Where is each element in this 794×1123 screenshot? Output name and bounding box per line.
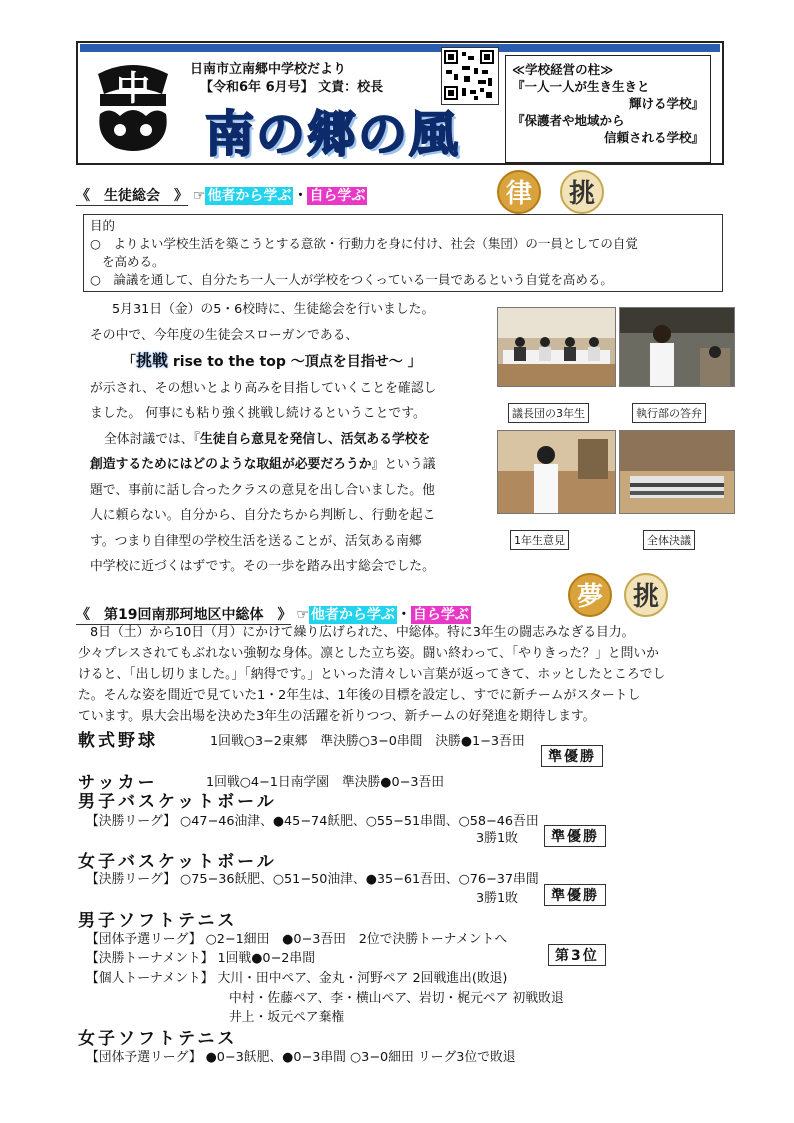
pillar-2a: 『保護者や地域から xyxy=(512,113,625,128)
pointer-icon: ☞ xyxy=(296,607,309,623)
girls-basketball-results: 【決勝リーグ】 ○75−36飫肥、○51−50油津、●35−61吾田、○76−37串間 xyxy=(86,872,539,887)
caption-first-year-opinion: 1年生意見 xyxy=(510,530,569,550)
newsletter-title: 南の郷の風 xyxy=(205,106,461,163)
article-line: ました。 何事にも粘り強く挑戦し続けるということです。 xyxy=(90,406,426,421)
girls-basketball-record: 3勝1敗 xyxy=(476,891,518,906)
purpose-box xyxy=(83,214,723,292)
pointer-icon: ☞ xyxy=(192,188,206,204)
photo-general-resolution xyxy=(619,430,735,514)
caption-chair-students: 議長団の3年生 xyxy=(508,403,589,423)
article-line: その中で、今年度の生徒会スローガンである、 xyxy=(90,327,359,343)
article-line xyxy=(90,452,490,478)
slogan-keyword: 挑戦 xyxy=(136,351,169,370)
caption-general-resolution: 全体決議 xyxy=(643,530,695,550)
award-badge-boys-tennis: 第3位 xyxy=(548,944,606,966)
baseball-results: 1回戦○3−2東郷 準決勝○3−0串間 決勝●1−3吾田 xyxy=(210,734,525,749)
student-council-slogan xyxy=(90,348,490,376)
tag-learn-from-others: 他者から学ぶ xyxy=(310,607,395,623)
award-badge-boys-basketball: 準優勝 xyxy=(544,825,606,847)
sports-intro xyxy=(78,622,728,727)
section-title: 《 生徒総会 》 xyxy=(76,188,188,204)
article-line xyxy=(90,427,490,453)
purpose-item-1-cont: を高める。 xyxy=(102,254,165,269)
purpose-item-1: ○ よりよい学校生活を築こうとする意欲・行動力を身に付け、社会（集団）の一員としての自覚 xyxy=(90,236,638,251)
article-line: す。つまり自律型の学校生活を送ることが、活気ある南郷 xyxy=(90,533,422,549)
boys-tennis-individual: 【個人トーナメント】 大川・田中ペア、金丸・河野ペア 2回戦進出(敗退) xyxy=(86,971,508,986)
pillar-1a: 『一人一人が生き生きと xyxy=(512,79,650,94)
tag-self-learning: 自ら学ぶ xyxy=(412,607,469,623)
badge-ritsu-icon: 律 xyxy=(497,170,541,214)
badge-yume-icon: 夢 xyxy=(568,573,612,617)
boys-tennis-individual-cont: 中村・佐藤ペア、李・横山ペア、岩切・梶元ペア 初戦敗退 xyxy=(229,991,564,1006)
sport-soccer: サッカー xyxy=(78,773,158,793)
article-line: 題で、事前に話し合ったクラスの意見を出し合いました。他 xyxy=(90,482,435,498)
slogan-rest: rise to the top ～頂点を目指せ～ 」 xyxy=(168,354,422,370)
sport-baseball: 軟式野球 xyxy=(78,731,158,751)
photo-chair-students xyxy=(497,307,616,387)
badge-idomu-icon: 挑 xyxy=(624,573,668,617)
section-title: 《 第19回南那珂地区中総体 》 xyxy=(76,607,292,623)
boys-tennis-individual-withdraw: 井上・坂元ペア棄権 xyxy=(229,1010,345,1025)
girls-tennis-team-league: 【団体予選リーグ】 ●0−3飫肥、●0−3串間 ○3−0細田 リーグ3位で敗退 xyxy=(86,1050,516,1065)
school-logo xyxy=(90,56,176,154)
tag-separator: ・ xyxy=(293,188,308,204)
photo-executive-answer xyxy=(619,307,735,387)
purpose-label: 目的 xyxy=(90,218,116,233)
assembly-article xyxy=(90,297,490,580)
tag-self-learning: 自ら学ぶ xyxy=(309,188,366,204)
caption-executive-answer: 執行部の答弁 xyxy=(632,403,706,423)
boys-basketball-results: 【決勝リーグ】 ○47−46油津、●45−74飫肥、○55−51串間、○58−46吾田 xyxy=(86,814,539,829)
sport-boys-soft-tennis: 男子ソフトテニス xyxy=(78,911,238,931)
article-fragment: 』という議 xyxy=(371,457,436,472)
article-line: 中学校に近づくはずです。その一歩を踏み出す総会でした。 xyxy=(90,559,435,574)
tag-separator: ・ xyxy=(396,607,411,623)
issue-info: 【令和6年 6月号】 文責：校長 xyxy=(200,80,384,95)
discussion-topic-cont: 創造するためにはどのような取組が必要だろうか xyxy=(90,457,372,472)
boys-tennis-team-league: 【団体予選リーグ】 ○2−1細田 ●0−3吾田 2位で決勝トーナメントへ xyxy=(86,932,508,947)
pillar-1b: 輝ける学校』 xyxy=(628,96,704,111)
boys-tennis-tournament: 【決勝トーナメント】 1回戦●0−2串間 xyxy=(86,951,316,966)
purpose-item-2: ○ 論議を通して、自分たち一人一人が学校をつくっている一員であるという自覚を高める。 xyxy=(90,272,613,287)
boys-basketball-record: 3勝1敗 xyxy=(476,831,518,846)
intro-line: た。そんな姿を間近で見ていた1・2年生は、1年後の目標を設定し、すでに新チームがスタートし xyxy=(78,688,641,703)
school-pillars-box xyxy=(505,55,711,163)
award-badge-baseball: 準優勝 xyxy=(541,745,603,767)
pillars-heading: ≪学校経営の柱≫ xyxy=(512,62,614,77)
logo-glyph: 中 xyxy=(116,69,150,109)
intro-line: けると、「出し切りました。」「納得です。」といった清々しい言葉が返ってきて、ホッとしたところでし xyxy=(78,667,666,682)
sport-girls-basketball: 女子バスケットボール xyxy=(78,852,277,872)
section-heading-sports-meet xyxy=(76,604,471,624)
soccer-results: 1回戦○4−1日南学園 準決勝●0−3吾田 xyxy=(206,775,445,790)
tag-learn-from-others: 他者から学ぶ xyxy=(207,188,292,204)
article-fragment: 全体討議では、『 xyxy=(104,431,200,447)
masthead-top-rule xyxy=(80,44,720,52)
section-heading-student-assembly xyxy=(76,185,367,205)
article-line: 5月31日（金）の5・6校時に、生徒総会を行いました。 xyxy=(112,302,435,317)
pillar-2b: 信頼される学校』 xyxy=(603,130,704,145)
slogan-open: 「 xyxy=(122,354,136,370)
award-badge-girls-basketball: 準優勝 xyxy=(544,884,606,906)
discussion-topic: 生徒自ら意見を発信し、活気ある学校を xyxy=(199,431,431,447)
intro-line: 少々プレスされてもぶれない強靭な身体。凛とした立ち姿。闘い終わって、「やりきった？」と問いか xyxy=(78,646,659,661)
photo-first-year-opinion xyxy=(497,430,616,514)
article-line: が示され、その想いとより高みを目指していくことを確認し xyxy=(90,380,437,396)
sport-girls-soft-tennis: 女子ソフトテニス xyxy=(78,1029,238,1049)
badge-idomu-icon: 挑 xyxy=(560,170,604,214)
school-name: 日南市立南郷中学校だより xyxy=(190,62,347,77)
article-line: 人に頼らない。自分から、自分たちから判断し、行動を起こ xyxy=(90,508,436,523)
sport-boys-basketball: 男子バスケットボール xyxy=(78,792,277,812)
intro-line: ています。県大会出場を決めた3年生の活躍を祈りつつ、新チームの好発進を期待します。 xyxy=(78,709,596,724)
intro-line: 8日（土）から10日（月）にかけて繰り広げられた、中総体。特に3年生の闘志みなぎる目力。 xyxy=(90,625,635,640)
